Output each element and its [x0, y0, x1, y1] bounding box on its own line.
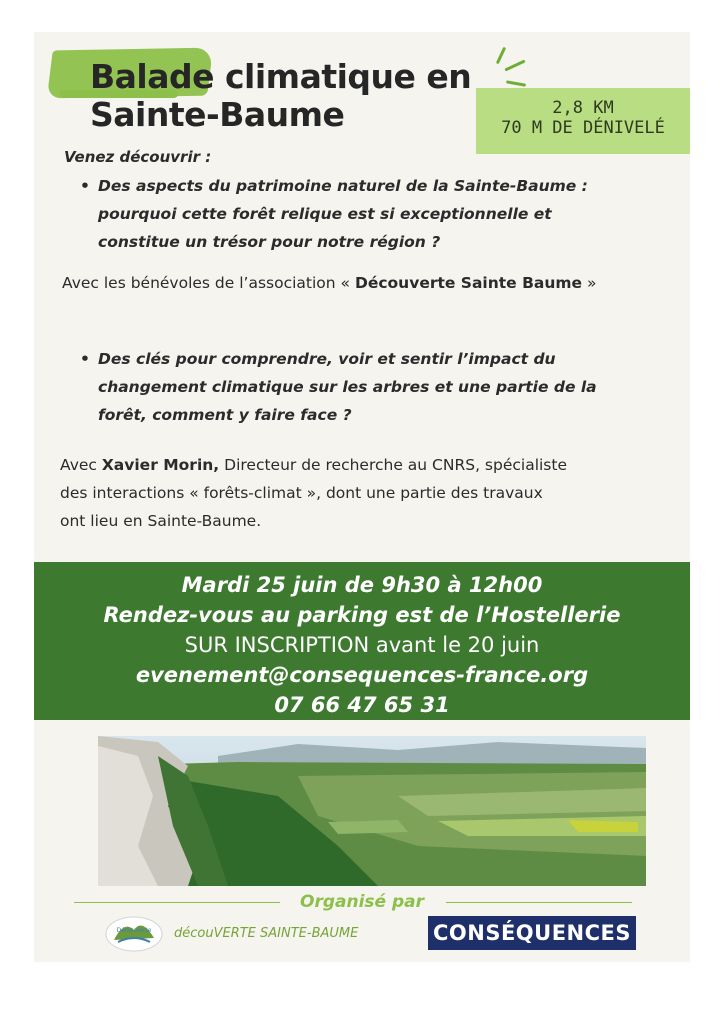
consequences-logo[interactable]: CONSÉQUENCES [428, 916, 636, 950]
researcher-paragraph: Avec Xavier Morin, Directeur de recherche au CNRS, spécialiste des interactions « forêts-climat », dont une partie des travaux ont lieu en Sainte-Baume. [60, 456, 567, 530]
researcher-name: Xavier Morin, [101, 456, 220, 474]
org1-name[interactable]: découVERTE SAINTE-BAUME [174, 926, 359, 941]
event-email-link[interactable]: evenement@consequences-france.org [135, 663, 589, 687]
association-paragraph: Avec les bénévoles de l’association « Découverte Sainte Baume » [62, 274, 597, 292]
event-meeting-point: Rendez-vous au parking est de l’Hostellerie [103, 603, 621, 627]
svg-text:Découverte: Découverte [116, 927, 152, 934]
decouverte-sainte-baume-logo[interactable] [104, 916, 164, 952]
title-line-1: Balade climatique en [90, 57, 472, 96]
title-line-2: Sainte-Baume [90, 95, 345, 134]
page-title [90, 58, 471, 134]
event-info-band [34, 562, 690, 720]
bullet-list-1 [80, 172, 588, 256]
landscape-photo [98, 736, 646, 886]
walk-stats-badge [476, 88, 690, 154]
event-phone[interactable]: 07 66 47 65 31 [274, 693, 450, 717]
bullet-item: • Des aspects du patrimoine naturel de la Sainte-Baume : pourquoi cette forêt relique est si exceptionnelle et constitue un trésor pour notre région ? [98, 172, 588, 256]
event-date: Mardi 25 juin de 9h30 à 12h00 [181, 573, 543, 597]
intro-text: Venez découvrir : [64, 148, 212, 166]
bullet-list-2 [80, 345, 597, 429]
organiser-divider [34, 892, 690, 916]
organised-by-label: Organisé par [300, 892, 424, 912]
flyer [34, 32, 690, 962]
event-registration: SUR INSCRIPTION avant le 20 juin [184, 633, 540, 657]
bullet-item: • Des clés pour comprendre, voir et sentir l’impact du changement climatique sur les arbres et une partie de la forêt, comment y faire face ? [98, 345, 597, 429]
distance-text: 2,8 KM [552, 98, 614, 118]
association-name: Découverte Sainte Baume [354, 274, 583, 292]
elevation-text: 70 M DE DÉNIVELÉ [501, 118, 665, 138]
